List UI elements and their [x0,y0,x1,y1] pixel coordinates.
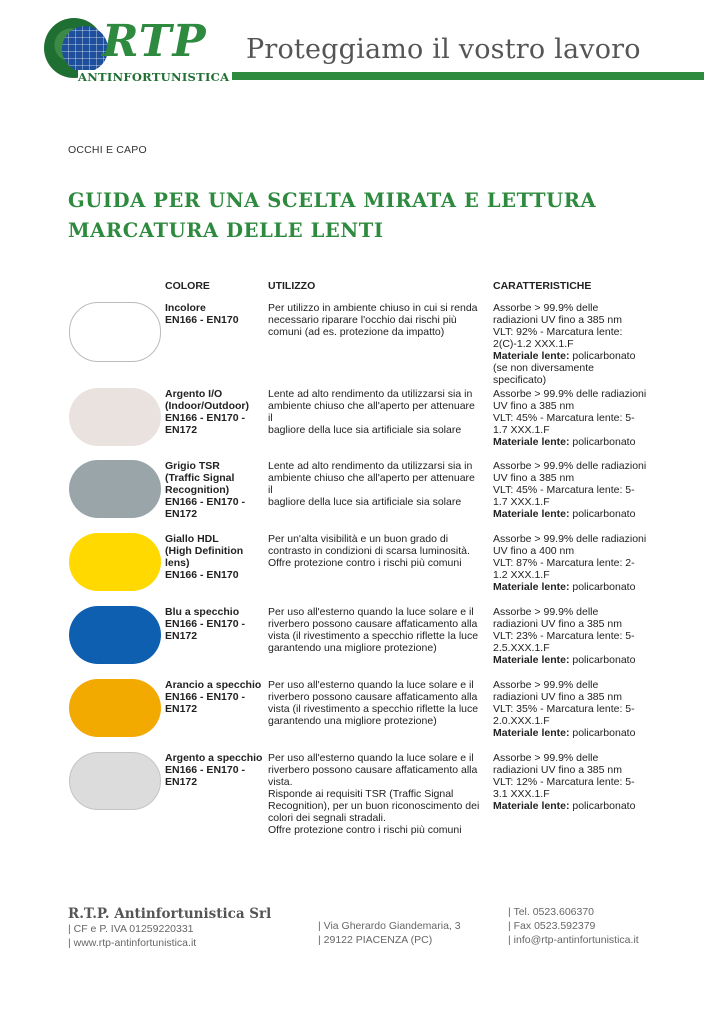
column-header-color: COLORE [165,280,210,292]
footer-cf-piva: | CF e P. IVA 01259220331 [68,923,194,935]
lens-material [493,727,635,739]
lens-material-value: policarbonato [569,581,636,593]
footer-tel: | Tel. 0523.606370 [508,906,595,918]
lens-swatch [69,460,161,518]
lens-use: Per uso all'esterno quando la luce solare e il riverbero possono causare affaticamento alla vista (il rivestimento a specchio riflette la luce garantendo una migliore protezione) [268,679,479,727]
lens-name: Grigio TSR (Traffic Signal Recognition) EN166 - EN170 - EN172 [165,460,245,520]
lens-characteristics [493,606,653,666]
footer-street: | Via Gherardo Giandemaria, 3 [318,920,461,932]
lens-name: Blu a specchio EN166 - EN170 - EN172 [165,606,245,642]
lens-name: Arancio a specchio EN166 - EN170 - EN172 [165,679,262,715]
footer-address [318,919,461,947]
column-header-characteristics: CARATTERISTICHE [493,280,592,292]
lens-material [493,350,635,362]
lens-characteristics [493,388,653,448]
footer-contacts [508,905,639,947]
footer-company-name: R.T.P. Antinfortunistica Srl [68,906,272,922]
page-title-line-1: GUIDA PER UNA SCELTA MIRATA E LETTURA [68,189,597,212]
lens-material-value: policarbonato [569,350,636,362]
lens-material [493,654,635,666]
lens-use: Per uso all'esterno quando la luce solare e il riverbero possono causare affaticamento alla vista. Risponde ai requisiti TSR (Traffic Signal Recognition), per un buon riconoscimento dei colori dei segnali stradali. Offre protezione contro i rischi più comuni [268,752,480,836]
lens-material-label: Materiale lente: [493,727,570,739]
lens-characteristics-text: Assorbe > 99.9% delle radiazioni UV fino a 385 nm VLT: 12% - Marcatura lente: 5- 3.1 XXX.1.F [493,752,635,800]
lens-swatch [69,679,161,737]
lens-material-value: policarbonato [569,654,636,666]
lens-characteristics-text: Assorbe > 99.9% delle radiazioni UV fino a 385 nm VLT: 23% - Marcatura lente: 5- 2.5.XXX.1.F [493,606,635,654]
lens-characteristics [493,752,653,812]
logo-text: RTP [102,16,207,67]
lens-material [493,436,635,448]
lens-material-value: policarbonato [569,508,636,520]
lens-characteristics [493,679,653,739]
footer-city: | 29122 PIACENZA (PC) [318,934,433,946]
lens-material-label: Materiale lente: [493,581,570,593]
lens-material-value: policarbonato [569,800,636,812]
lens-material [493,581,635,593]
header-divider [232,72,704,80]
lens-swatch [69,606,161,664]
lens-characteristics-text: Assorbe > 99.9% delle radiazioni UV fino a 385 nm VLT: 35% - Marcatura lente: 5- 2.0.XXX.1.F [493,679,635,727]
company-logo [44,16,230,90]
lens-characteristics-text: Assorbe > 99.9% delle radiazioni UV fino a 400 nm VLT: 87% - Marcatura lente: 2- 1.2 XXX.1.F [493,533,647,581]
section-label: OCCHI E CAPO [68,144,147,156]
logo-subtitle: ANTINFORTUNISTICA [78,70,230,84]
lens-material [493,508,635,520]
lens-material-value: policarbonato [569,727,636,739]
lens-use: Per utilizzo in ambiente chiuso in cui si renda necessario riparare l'occhio dai rischi più comuni (ad es. protezione da impatto) [268,302,478,338]
lens-material-label: Materiale lente: [493,350,570,362]
footer-fax: | Fax 0523.592379 [508,920,596,932]
lens-material-label: Materiale lente: [493,800,570,812]
lens-characteristics [493,533,653,593]
lens-use: Per un'alta visibilità e un buon grado di contrasto in condizioni di scarsa luminosità. Offre protezione contro i rischi più comuni [268,533,470,569]
lens-swatch [69,533,161,591]
lens-material-label: Materiale lente: [493,654,570,666]
lens-material-label: Materiale lente: [493,508,570,520]
header-tagline: Proteggiamo il vostro lavoro [246,34,641,65]
column-header-use: UTILIZZO [268,280,316,292]
lens-name: Giallo HDL (High Definition lens) EN166 - EN170 [165,533,244,581]
lens-swatch [69,388,161,446]
page-header [0,0,725,100]
lens-use: Lente ad alto rendimento da utilizzarsi sia in ambiente chiuso che all'aperto per attenuare il bagliore della luce sia artificiale sia solare [268,460,475,508]
lens-characteristics-text: Assorbe > 99.9% delle radiazioni UV fino a 385 nm VLT: 45% - Marcatura lente: 5- 1.7 XXX.1.F [493,460,647,508]
lens-use: Lente ad alto rendimento da utilizzarsi sia in ambiente chiuso che all'aperto per attenuare il bagliore della luce sia artificiale sia solare [268,388,475,436]
lens-name: Argento a specchio EN166 - EN170 - EN172 [165,752,263,788]
lens-name: Argento I/O (Indoor/Outdoor) EN166 - EN170 - EN172 [165,388,249,436]
lens-characteristics-text: Assorbe > 99.9% delle radiazioni UV fino a 385 nm VLT: 92% - Marcatura lente: 2(C)-1.2 XXX.1.F [493,302,623,350]
lens-characteristics-extra: (se non diversamente specificato) [493,362,594,386]
lens-swatch [69,302,161,362]
lens-material-label: Materiale lente: [493,436,570,448]
lens-characteristics [493,460,653,520]
footer-website-link[interactable]: | www.rtp-antinfortunistica.it [68,937,197,949]
lens-characteristics-text: Assorbe > 99.9% delle radiazioni UV fino a 385 nm VLT: 45% - Marcatura lente: 5- 1.7 XXX.1.F [493,388,647,436]
lens-use: Per uso all'esterno quando la luce solare e il riverbero possono causare affaticamento alla vista (il rivestimento a specchio riflette la luce garantendo una migliore protezione) [268,606,479,654]
footer-email-link[interactable]: | info@rtp-antinfortunistica.it [508,934,639,946]
lens-material [493,800,635,812]
lens-swatch [69,752,161,810]
page-title [68,186,668,246]
lens-material-value: policarbonato [569,436,636,448]
page-title-line-2: MARCATURA DELLE LENTI [68,219,384,242]
lens-characteristics [493,302,653,386]
footer-left [68,922,196,950]
lens-name: Incolore EN166 - EN170 [165,302,239,326]
